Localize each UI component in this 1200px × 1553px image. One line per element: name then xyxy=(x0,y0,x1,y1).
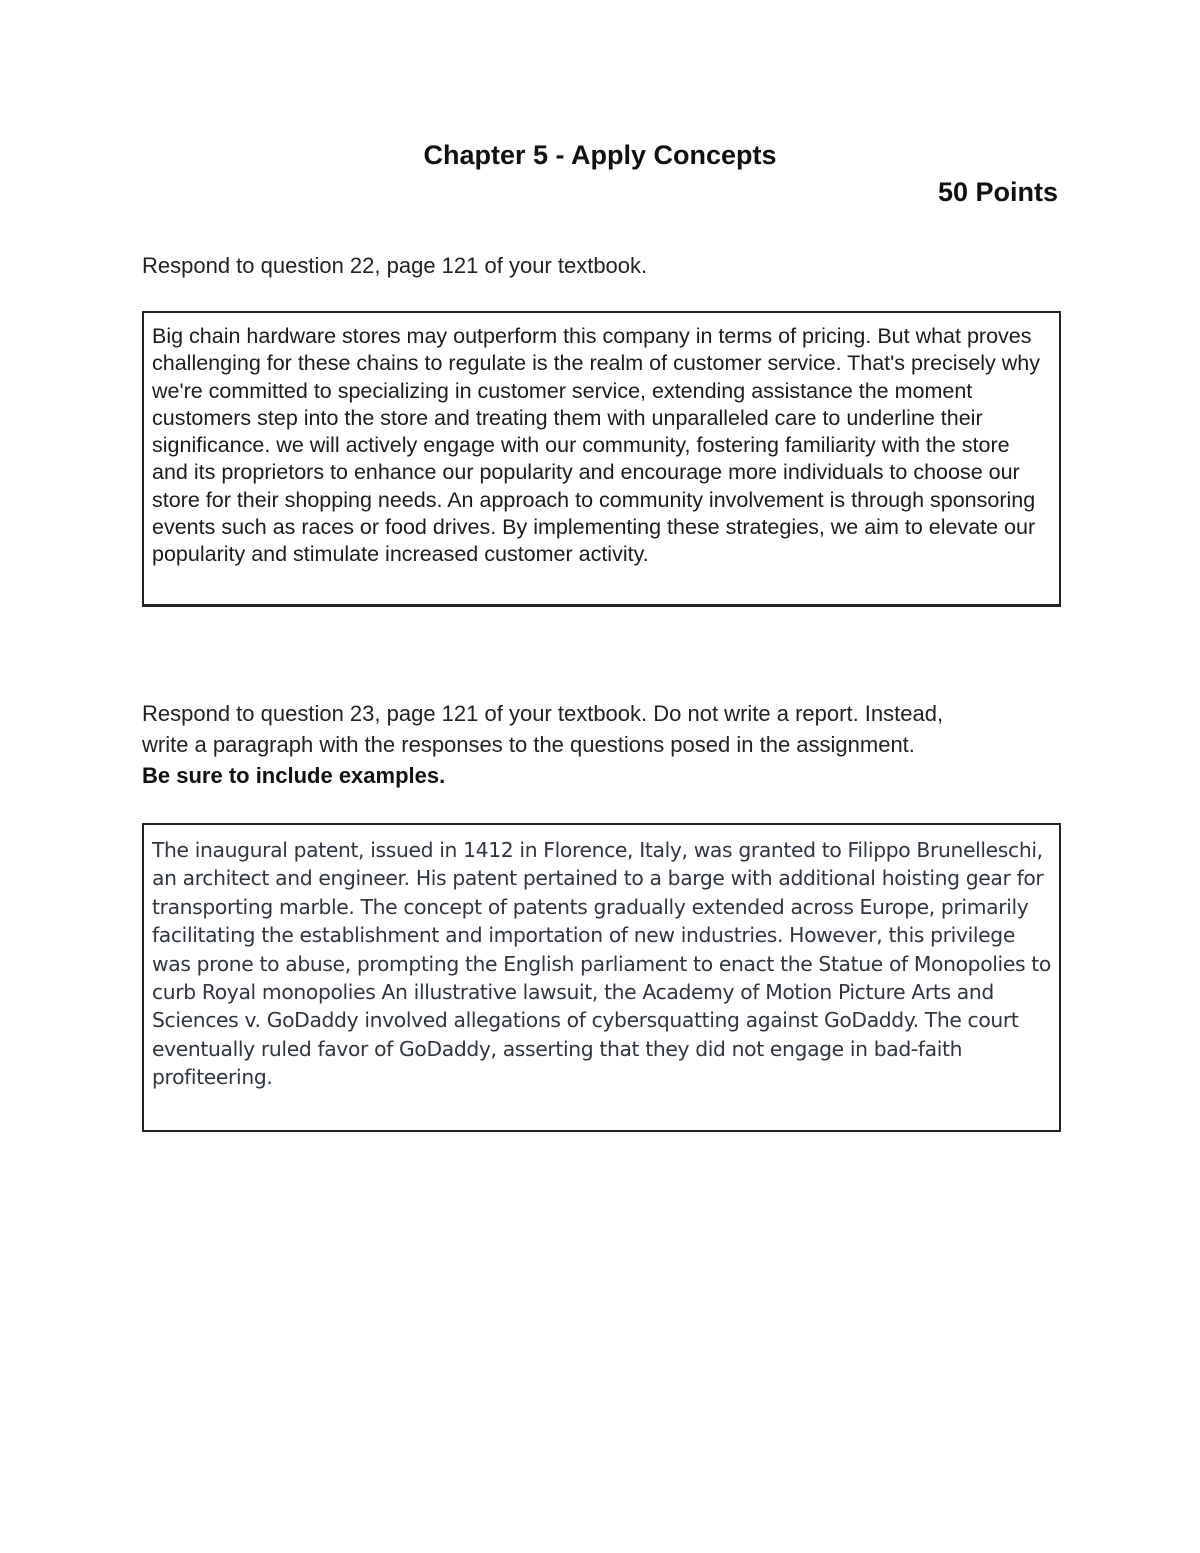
question-23-emphasis: Be sure to include examples. xyxy=(142,763,446,788)
question-23-prompt-line-1: Respond to question 23, page 121 of your textbook. Do not write a report. Instead, xyxy=(142,701,944,726)
answer-box-22 xyxy=(142,311,1061,607)
question-22-prompt: Respond to question 22, page 121 of your textbook. xyxy=(142,253,648,278)
answer-text-22: Big chain hardware stores may outperform this company in terms of pricing. But what proves challenging for these chains to regulate is the realm of customer service. That's precisely why we're committed to specializing in customer service, extending assistance the moment customers step into the store and treating them with unparalleled care to underline their significance. we will actively engage with our community, fostering familiarity with the store and its proprietors to enhance our popularity and encourage more individuals to choose our store for their shopping needs. An approach to community involvement is through sponsoring events such as races or food drives. By implementing these strategies, we aim to elevate our popularity and stimulate increased customer activity. xyxy=(152,324,1041,567)
answer-box-23 xyxy=(142,823,1061,1132)
question-23-prompt-line-2: write a paragraph with the responses to the questions posed in the assignment. xyxy=(142,732,915,757)
page-title: Chapter 5 - Apply Concepts xyxy=(423,140,777,170)
points-label: 50 Points xyxy=(937,177,1058,207)
question-23-prompt xyxy=(142,698,1062,791)
answer-text-23: The inaugural patent, issued in 1412 in Florence, Italy, was granted to Filippo Brunelleschi, an architect and engineer. His patent pertained to a barge with additional hoisting gear for transporting marble. The concept of patents gradually extended across Europe, primarily facilitating the establishment and importation of new industries. However, this privilege was prone to abuse, prompting the English parliament to enact the Statue of Monopolies to curb Royal monopolies An illustrative lawsuit, the Academy of Motion Picture Arts and Sciences v. GoDaddy involved allegations of cybersquatting against GoDaddy. The court eventually ruled favor of GoDaddy, asserting that they did not engage in bad-faith profiteering. xyxy=(152,838,1051,1090)
